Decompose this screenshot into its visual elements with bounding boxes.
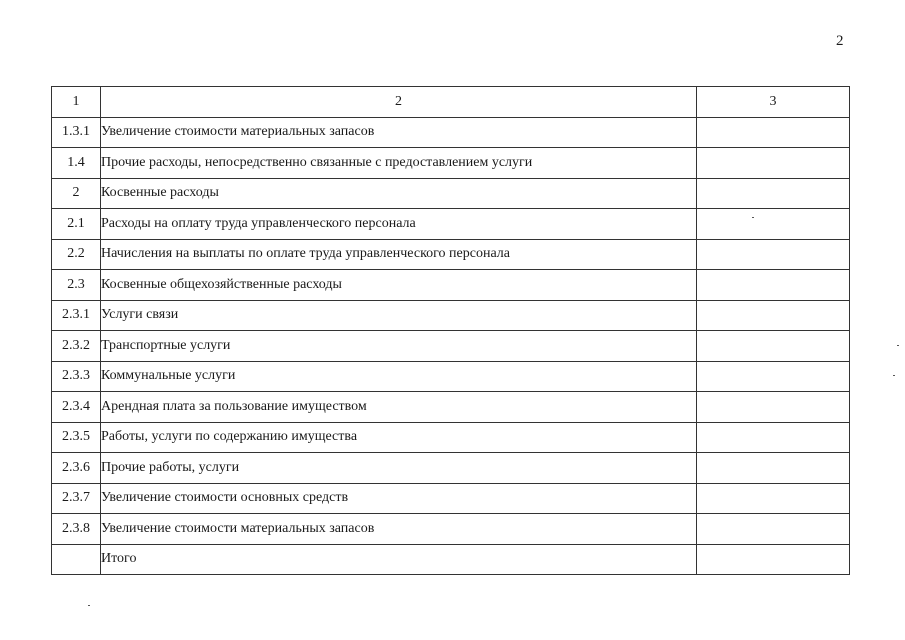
row-name-cell: Арендная плата за пользование имуществом — [101, 392, 697, 423]
row-name-cell: Косвенные расходы — [101, 178, 697, 209]
row-name-cell: Увеличение стоимости материальных запасов — [101, 117, 697, 148]
table-row — [52, 422, 850, 453]
row-number-cell: 2.3.8 — [52, 514, 101, 545]
row-value-cell — [697, 483, 850, 514]
row-value-cell — [697, 331, 850, 362]
row-number-cell: 2.3.2 — [52, 331, 101, 362]
table-row — [52, 544, 850, 575]
row-number-cell: 2 — [52, 178, 101, 209]
row-name-cell: Коммунальные услуги — [101, 361, 697, 392]
table-row — [52, 361, 850, 392]
row-name-cell: Увеличение стоимости основных средств — [101, 483, 697, 514]
row-number-cell: 2.3.4 — [52, 392, 101, 423]
row-value-cell — [697, 422, 850, 453]
table-row — [52, 300, 850, 331]
row-value-cell — [697, 300, 850, 331]
row-value-cell — [697, 178, 850, 209]
row-number-cell: 2.3.3 — [52, 361, 101, 392]
table-row — [52, 453, 850, 484]
table-row — [52, 392, 850, 423]
row-number-cell: 2.3.5 — [52, 422, 101, 453]
row-value-cell — [697, 544, 850, 575]
row-name-cell: Расходы на оплату труда управленческого персонала — [101, 209, 697, 240]
row-name-cell: Косвенные общехозяйственные расходы — [101, 270, 697, 301]
row-number-cell: 2.1 — [52, 209, 101, 240]
row-number-cell: 2.3.6 — [52, 453, 101, 484]
row-name-cell: Прочие расходы, непосредственно связанные с предоставлением услуги — [101, 148, 697, 179]
table-header-row — [52, 87, 850, 118]
header-col-2: 2 — [101, 87, 697, 118]
table-row — [52, 483, 850, 514]
row-value-cell — [697, 209, 850, 240]
table-row — [52, 270, 850, 301]
row-name-cell: Транспортные услуги — [101, 331, 697, 362]
row-value-cell — [697, 117, 850, 148]
row-number-cell: 2.2 — [52, 239, 101, 270]
row-number-cell: 1.3.1 — [52, 117, 101, 148]
row-name-cell: Начисления на выплаты по оплате труда управленческого персонала — [101, 239, 697, 270]
row-number-cell: 2.3.1 — [52, 300, 101, 331]
row-name-cell: Увеличение стоимости материальных запасов — [101, 514, 697, 545]
table-row — [52, 514, 850, 545]
table-row — [52, 117, 850, 148]
row-value-cell — [697, 239, 850, 270]
row-name-cell: Услуги связи — [101, 300, 697, 331]
page-number: 2 — [836, 33, 844, 49]
scan-speck — [752, 217, 754, 218]
table-row — [52, 148, 850, 179]
scan-speck — [897, 345, 899, 346]
row-value-cell — [697, 148, 850, 179]
row-name-cell: Итого — [101, 544, 697, 575]
row-value-cell — [697, 361, 850, 392]
row-number-cell: 2.3 — [52, 270, 101, 301]
scan-speck — [88, 605, 90, 606]
row-name-cell: Прочие работы, услуги — [101, 453, 697, 484]
row-value-cell — [697, 270, 850, 301]
row-value-cell — [697, 514, 850, 545]
header-col-1: 1 — [52, 87, 101, 118]
row-value-cell — [697, 453, 850, 484]
table-row — [52, 209, 850, 240]
row-number-cell — [52, 544, 101, 575]
row-number-cell: 1.4 — [52, 148, 101, 179]
table-row — [52, 331, 850, 362]
table-row — [52, 239, 850, 270]
header-col-3: 3 — [697, 87, 850, 118]
cost-table — [51, 86, 850, 575]
row-number-cell: 2.3.7 — [52, 483, 101, 514]
row-value-cell — [697, 392, 850, 423]
scan-speck — [893, 375, 895, 376]
table-row — [52, 178, 850, 209]
row-name-cell: Работы, услуги по содержанию имущества — [101, 422, 697, 453]
